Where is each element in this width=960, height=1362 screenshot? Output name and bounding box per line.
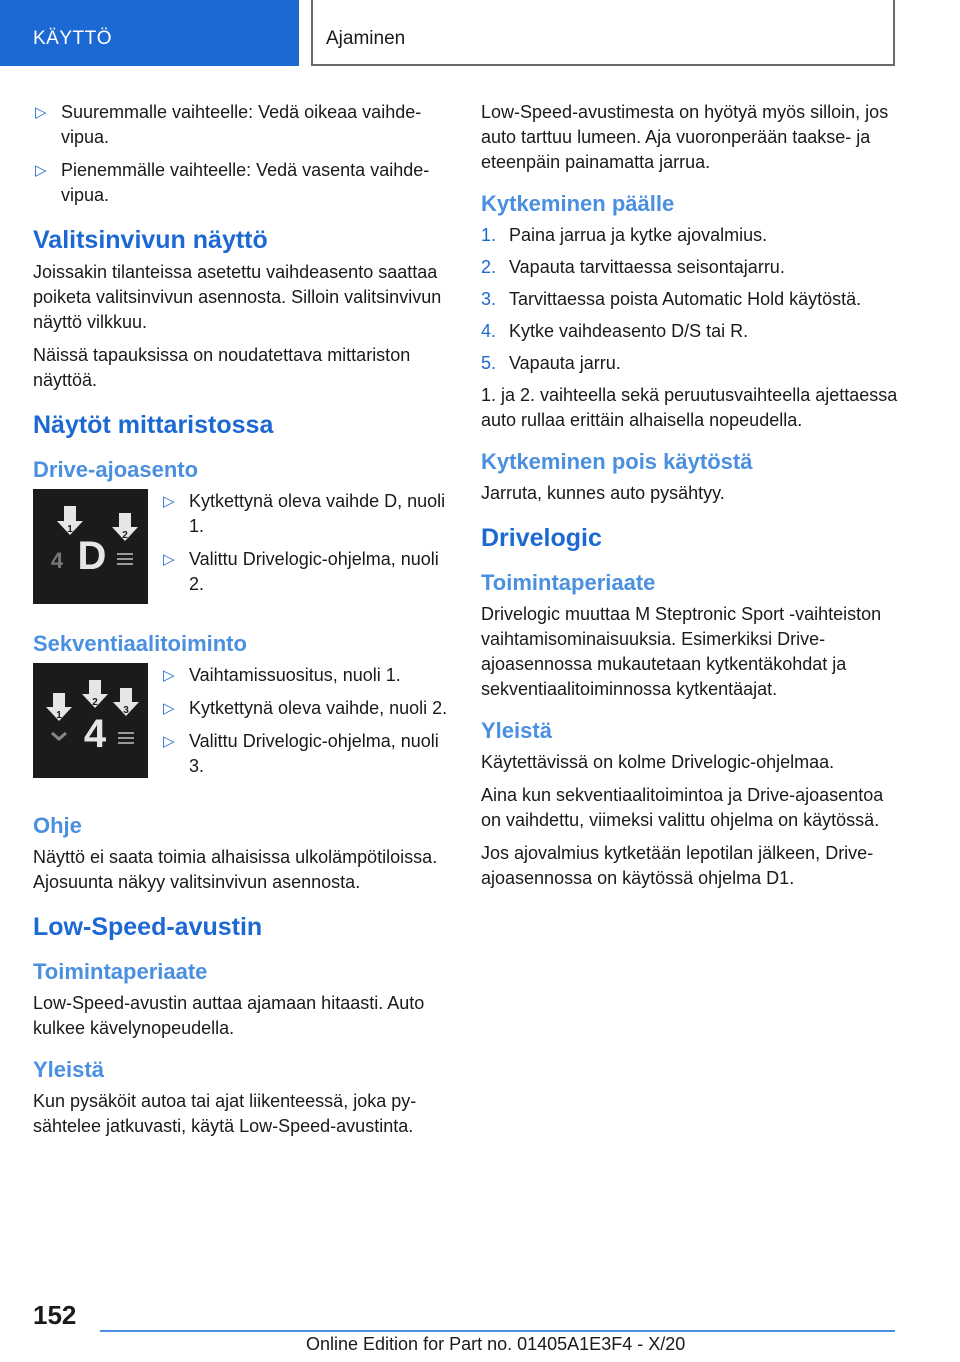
subheading-toimintaperiaate: Toimintaperiaate [33, 959, 208, 984]
arrow-label: 1 [56, 710, 62, 721]
triangle-bullet-icon: ▷ [163, 551, 175, 568]
paragraph: Aina kun sekventiaalitoimintoa ja Drive-ajoasentoa on vaihdettu, viimeksi valittu ohjelma on käytössä. [481, 785, 884, 830]
subheading-kytkeminen-pois: Kytkeminen pois käytöstä [481, 449, 753, 474]
sequential-display-image [33, 663, 148, 778]
triangle-bullet-icon: ▷ [163, 667, 175, 684]
footer-divider [100, 1330, 895, 1332]
list-item: ▷ Suuremmalle vaihteelle: Vedä oikeaa vaihdevipua. [35, 102, 422, 147]
drivelogic-bars-icon [118, 732, 134, 744]
subheading-yleista: Yleistä [33, 1057, 104, 1082]
paragraph: Low-Speed-avustin auttaa ajamaan hitaasti. Auto kulkee kävelynopeudella. [33, 993, 425, 1038]
gear-digit: 4 [83, 712, 107, 756]
right-column [481, 100, 901, 899]
paragraph: Jarruta, kunnes auto pysähtyy. [481, 483, 725, 503]
chapter-title: Ajaminen [326, 28, 406, 49]
paragraph: Kun pysäköit autoa tai ajat liikenteessä, joka pysähtelee jatkuvasti, käytä Low-Speed-avustinta. [33, 1091, 417, 1136]
paragraph: Joissakin tilanteissa asetettu vaihdeasento saattaa poiketa valitsinvivun asennosta. Silloin valitsinvivun näyttö vilkkuu. [33, 262, 442, 332]
paragraph: Näissä tapauksissa on noudatettava mittariston näyttöä. [33, 345, 411, 390]
drive-figure-row [33, 489, 448, 611]
paragraph: Low-Speed-avustimesta on hyötyä myös silloin, jos auto tarttuu lumeen. Aja vuoronperään taakse- ja eteenpäin painamatta jarrua. [481, 102, 889, 172]
triangle-bullet-icon: ▷ [163, 700, 175, 717]
subheading-yleista: Yleistä [481, 718, 552, 743]
list-item: ▷ Kytkettynä oleva vaihde D, nuoli 1. [163, 491, 446, 536]
drive-list [161, 489, 448, 605]
edition-text: Online Edition for Part no. 01405A1E3F4 - X/20 [306, 1334, 686, 1354]
list-item: 1. Paina jarrua ja kytke ajovalmius. [481, 225, 768, 245]
paragraph: Jos ajovalmius kytketään lepotilan jälkeen, Drive-ajoasennossa on käytössä ohjelma D1. [481, 843, 874, 888]
subheading-kytkeminen-paalle: Kytkeminen päälle [481, 191, 675, 216]
triangle-bullet-icon: ▷ [163, 733, 175, 750]
subheading-ohje: Ohje [33, 813, 82, 838]
heading-valitsinvivun-naytto: Valitsinvivun näyttö [33, 226, 268, 254]
heading-low-speed-avustin: Low-Speed-avustin [33, 913, 263, 941]
arrow-label: 2 [122, 530, 128, 541]
heading-naytot-mittaristossa: Näytöt mittaristossa [33, 411, 274, 439]
header-chapter-box [311, 0, 895, 66]
list-item: ▷ Kytkettynä oleva vaihde, nuoli 2. [161, 696, 448, 721]
list-item: 3. Tarvittaessa poista Automatic Hold käytöstä. [481, 289, 862, 309]
page-number: 152 [33, 1300, 77, 1330]
heading-drivelogic: Drivelogic [481, 524, 602, 552]
left-column [33, 100, 448, 1147]
subheading-drive-ajoasento: Drive-ajoasento [33, 457, 199, 482]
drivelogic-bars-icon [117, 553, 133, 565]
list-item: 4. Kytke vaihdeasento D/S tai R. [481, 321, 749, 341]
triangle-bullet-icon: ▷ [163, 493, 175, 510]
subheading-sekventiaalitoiminto: Sekventiaalitoiminto [33, 631, 247, 656]
list-item: ▷ Pienemmälle vaihteelle: Vedä vasenta vaihdevipua. [35, 160, 430, 205]
intro-list [33, 100, 448, 208]
gear-letter: D [77, 534, 107, 578]
paragraph: Näyttö ei saata toimia alhaisissa ulkolämpötiloissa. Ajosuunta näkyy valitsinvivun asennosta. [33, 847, 438, 892]
arrow-label: 3 [123, 705, 129, 716]
arrow-label: 2 [92, 697, 98, 708]
drive-display-image [33, 489, 148, 604]
list-item: ▷ Vaihtamissuositus, nuoli 1. [161, 663, 448, 688]
small-gear-digit: 4 [50, 548, 64, 573]
list-item: 2. Vapauta tarvittaessa seisontajarru. [481, 257, 785, 277]
paragraph: Drivelogic muuttaa M Steptronic Sport -vaihteiston vaihtamisominaisuuksia. Esimerkiksi Drive-ajoasennossa mukautetaan kytkentäkohdat ja sekventiaalitoiminnossa kytkentäajat. [481, 604, 882, 699]
list-item: 5. Vapauta jarru. [481, 353, 621, 373]
section-title: KÄYTTÖ [33, 28, 113, 49]
paragraph: Käytettävissä on kolme Drivelogic-ohjelmaa. [481, 752, 835, 772]
paragraph: 1. ja 2. vaihteella sekä peruutusvaihteella ajettaessa auto rullaa erittäin alhaisella nopeudella. [481, 385, 898, 430]
triangle-bullet-icon: ▷ [35, 104, 47, 121]
list-item: ▷ Valittu Drivelogic-ohjelma, nuoli 3. [163, 731, 439, 776]
arrow-label: 1 [67, 524, 73, 535]
list-item: ▷ Valittu Drivelogic-ohjelma, nuoli 2. [163, 549, 439, 594]
triangle-bullet-icon: ▷ [35, 162, 47, 179]
header-section-tab [0, 0, 299, 66]
steps-list [481, 223, 901, 376]
subheading-toimintaperiaate: Toimintaperiaate [481, 570, 656, 595]
sekv-list [161, 663, 448, 787]
sekv-figure-row [33, 663, 448, 793]
